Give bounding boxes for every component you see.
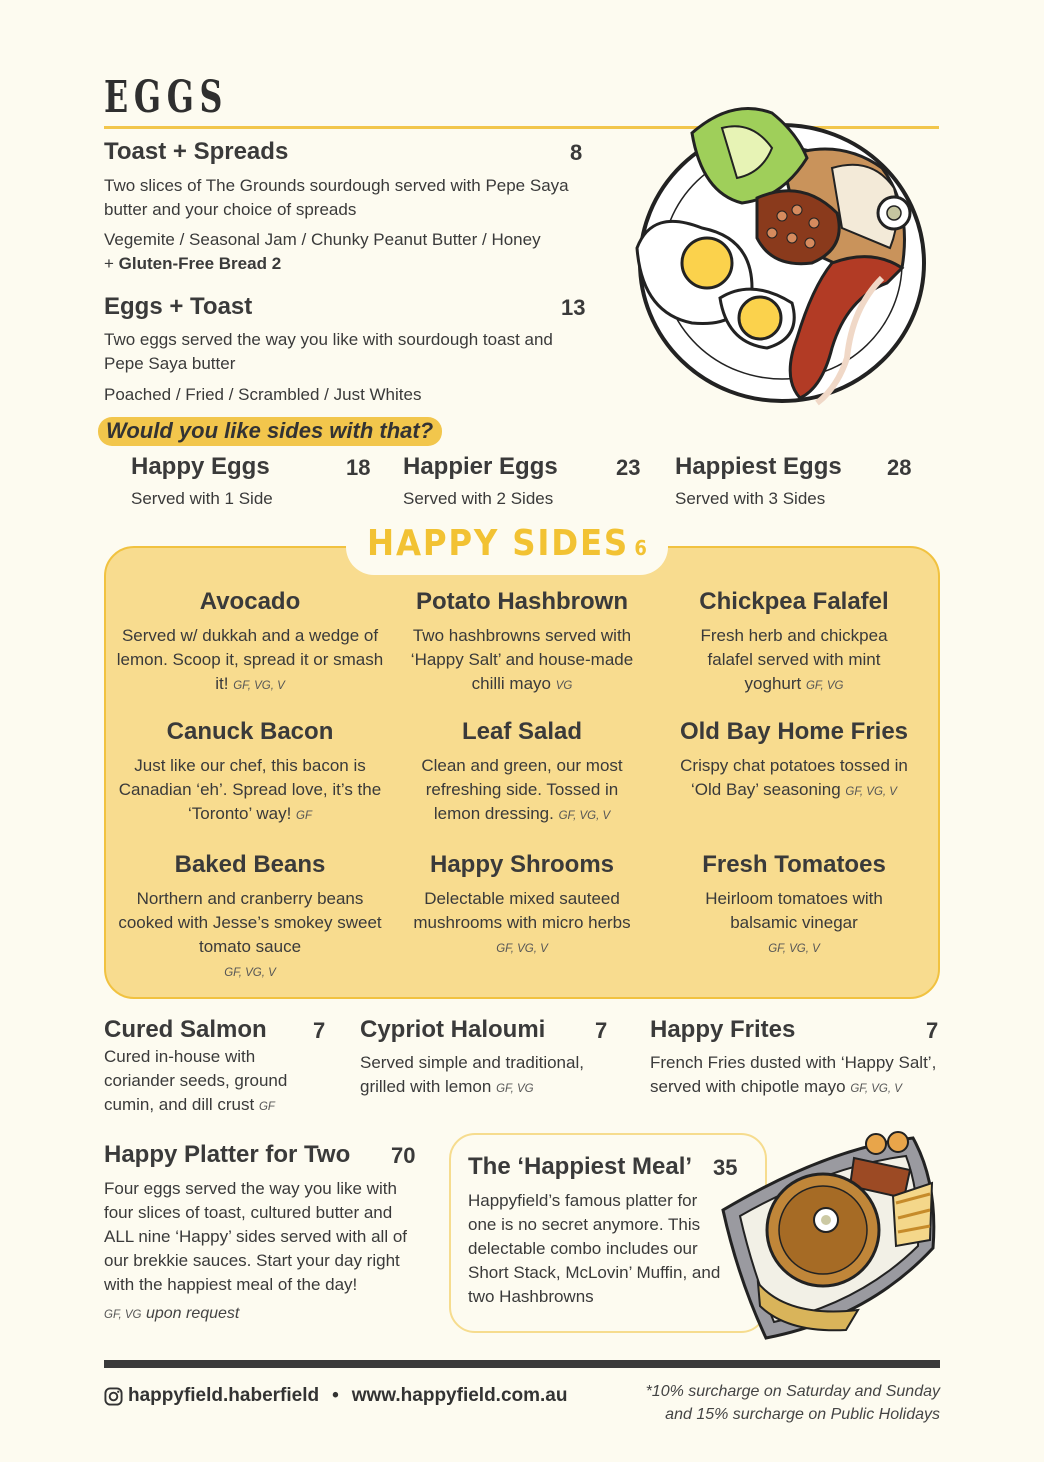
side-tags: GF (296, 810, 313, 822)
toast-spreads-price: 8 (570, 140, 583, 165)
tier-desc: Served with 3 Sides (675, 489, 826, 508)
side-chickpea-falafel (658, 588, 930, 698)
tier-name: Happiest Eggs (675, 453, 842, 480)
side-fresh-tomatoes (658, 851, 930, 961)
eggs-toast-options: Poached / Fried / Scrambled / Just Whites (104, 385, 422, 404)
platter-note-text: upon request (145, 1305, 240, 1322)
side-desc (658, 754, 930, 804)
side-happy-shrooms (386, 851, 658, 961)
happiest-meal-price: 35 (713, 1155, 738, 1180)
footer-contact (104, 1385, 567, 1407)
tier-desc: Served with 1 Side (131, 489, 273, 508)
toast-spreads-name: Toast + Spreads (104, 138, 289, 165)
side-tags: GF, VG, V (496, 943, 548, 955)
addon-label: Gluten-Free Bread 2 (118, 254, 282, 273)
extra-tags: GF (258, 1101, 275, 1113)
extra-tags: GF, VG (496, 1083, 534, 1095)
side-desc (386, 624, 658, 698)
side-desc-text: Served w/ dukkah and a wedge of lemon. Scoop it, spread it or smash it! (116, 626, 384, 693)
side-desc (114, 887, 386, 985)
website-link[interactable]: www.happyfield.com.au (351, 1385, 568, 1406)
toast-spreads-options (104, 228, 594, 276)
side-tags: GF, VG, V (233, 680, 285, 692)
eggs-toast-price: 13 (561, 295, 586, 320)
tier-happiest-eggs (675, 453, 915, 511)
side-potato-hashbrown (386, 588, 658, 698)
tier-desc: Served with 2 Sides (403, 489, 554, 508)
platter-desc: Four eggs served the way you like with four slices of toast, cultured butter and ALL nine ‘Happy’ sides served with all of our brekkie sauces. Start your day right with the happiest meal of the day! (104, 1179, 408, 1294)
surcharge-line-2: and 15% surcharge on Public Holidays (665, 1406, 940, 1423)
extra-desc (104, 1045, 314, 1119)
side-avocado (114, 588, 386, 698)
page-title: EGGS (104, 72, 229, 123)
breakfast-plate-illustration (632, 98, 932, 410)
instagram-icon (104, 1387, 123, 1406)
happy-sides-title-text: HAPPY SIDES (367, 523, 630, 564)
extra-tags: GF, VG, V (850, 1083, 902, 1095)
side-name: Baked Beans (174, 851, 326, 878)
side-desc-text: Delectable mixed sauteed mushrooms with micro herbs (413, 889, 631, 932)
extra-price: 7 (313, 1018, 326, 1043)
tier-price: 28 (887, 455, 912, 480)
tier-name: Happy Eggs (131, 453, 270, 480)
extra-name: Happy Frites (650, 1016, 796, 1043)
happiest-meal-name: The ‘Happiest Meal’ (468, 1153, 693, 1180)
eggs-toast-name: Eggs + Toast (104, 293, 253, 320)
platter-note (104, 1305, 239, 1323)
extra-name: Cured Salmon (104, 1016, 267, 1043)
side-desc-text: Two hashbrowns served with ‘Happy Salt’ and house-made chilli mayo (410, 626, 634, 693)
side-tags: GF, VG, V (845, 786, 897, 798)
side-name: Fresh Tomatoes (702, 851, 886, 878)
side-tags: GF, VG, V (768, 943, 820, 955)
extra-price: 7 (926, 1018, 939, 1043)
extra-name: Cypriot Haloumi (360, 1016, 546, 1043)
side-baked-beans (114, 851, 386, 985)
extra-desc (650, 1051, 940, 1101)
side-desc (658, 887, 930, 961)
extra-desc-text: Cured in-house with coriander seeds, ground cumin, and dill crust (104, 1047, 288, 1114)
side-desc-text: Fresh herb and chickpea falafel served with mint yoghurt (700, 626, 888, 693)
side-name: Potato Hashbrown (415, 588, 628, 615)
happiest-meal-desc: Happyfield’s famous platter for one is no secret anymore. This delectable combo includes our Short Stack, McLovin’ Muffin, and two Hashbrowns (468, 1191, 721, 1306)
side-canuck-bacon (114, 718, 386, 828)
side-leaf-salad (386, 718, 658, 828)
extra-desc (360, 1051, 610, 1101)
side-old-bay-home-fries (658, 718, 930, 804)
side-desc (386, 754, 658, 828)
platter-tags: GF, VG (104, 1309, 142, 1321)
tier-price: 23 (616, 455, 641, 480)
tier-happier-eggs (403, 453, 643, 511)
platter-price: 70 (391, 1143, 416, 1168)
side-tags: GF, VG, V (558, 810, 611, 822)
side-desc-text: Heirloom tomatoes with balsamic vinegar (705, 889, 883, 932)
platter-name: Happy Platter for Two (104, 1141, 351, 1168)
instagram-handle[interactable]: happyfield.haberfield (128, 1385, 320, 1406)
side-desc (386, 887, 658, 961)
extra-price: 7 (595, 1018, 608, 1043)
side-name: Chickpea Falafel (699, 588, 889, 615)
happy-sides-title (362, 523, 652, 564)
side-desc (114, 624, 386, 698)
side-desc-text: Crispy chat potatoes tossed in ‘Old Bay’ seasoning (680, 756, 908, 799)
side-tags: GF, VG (805, 680, 844, 692)
addon-prefix: + (104, 254, 119, 273)
happy-sides-price: 6 (634, 536, 647, 560)
toast-spreads-desc: Two slices of The Grounds sourdough served with Pepe Saya butter and your choice of spreads (104, 176, 569, 219)
side-desc-text: Just like our chef, this bacon is Canadian ‘eh’. Spread love, it’s the ‘Toronto’ way! (118, 756, 382, 823)
surcharge-note (646, 1380, 940, 1426)
side-desc-text: Clean and green, our most refreshing side. Tossed in lemon dressing. (421, 756, 623, 823)
sides-question-banner: Would you like sides with that? (98, 417, 442, 446)
toast-spreads-addon (104, 252, 594, 276)
side-tags: GF, VG, V (224, 967, 276, 979)
toast-spreads-options-text: Vegemite / Seasonal Jam / Chunky Peanut Butter / Honey (104, 230, 541, 249)
side-desc-text: Northern and cranberry beans cooked with Jesse’s smokey sweet tomato sauce (118, 889, 382, 956)
side-name: Leaf Salad (461, 718, 583, 745)
surcharge-line-1: *10% surcharge on Saturday and Sunday (645, 1383, 940, 1400)
extra-desc-text: French Fries dusted with ‘Happy Salt’, served with chipotle mayo (650, 1053, 937, 1096)
footer-separator: • (332, 1385, 339, 1406)
side-name: Canuck Bacon (166, 718, 334, 745)
footer-divider (104, 1360, 940, 1368)
happiest-meal-tray-illustration (718, 1128, 940, 1340)
tier-happy-eggs (131, 453, 371, 511)
side-name: Happy Shrooms (429, 851, 615, 878)
eggs-toast-desc: Two eggs served the way you like with sourdough toast and Pepe Saya butter (104, 330, 553, 373)
tier-name: Happier Eggs (403, 453, 558, 480)
side-tags: VG (555, 680, 573, 692)
side-name: Old Bay Home Fries (679, 718, 909, 745)
side-desc (658, 624, 930, 698)
extra-desc-text: Served simple and traditional, grilled with lemon (360, 1053, 584, 1096)
side-desc (114, 754, 386, 828)
side-name: Avocado (199, 588, 301, 615)
tier-price: 18 (346, 455, 371, 480)
